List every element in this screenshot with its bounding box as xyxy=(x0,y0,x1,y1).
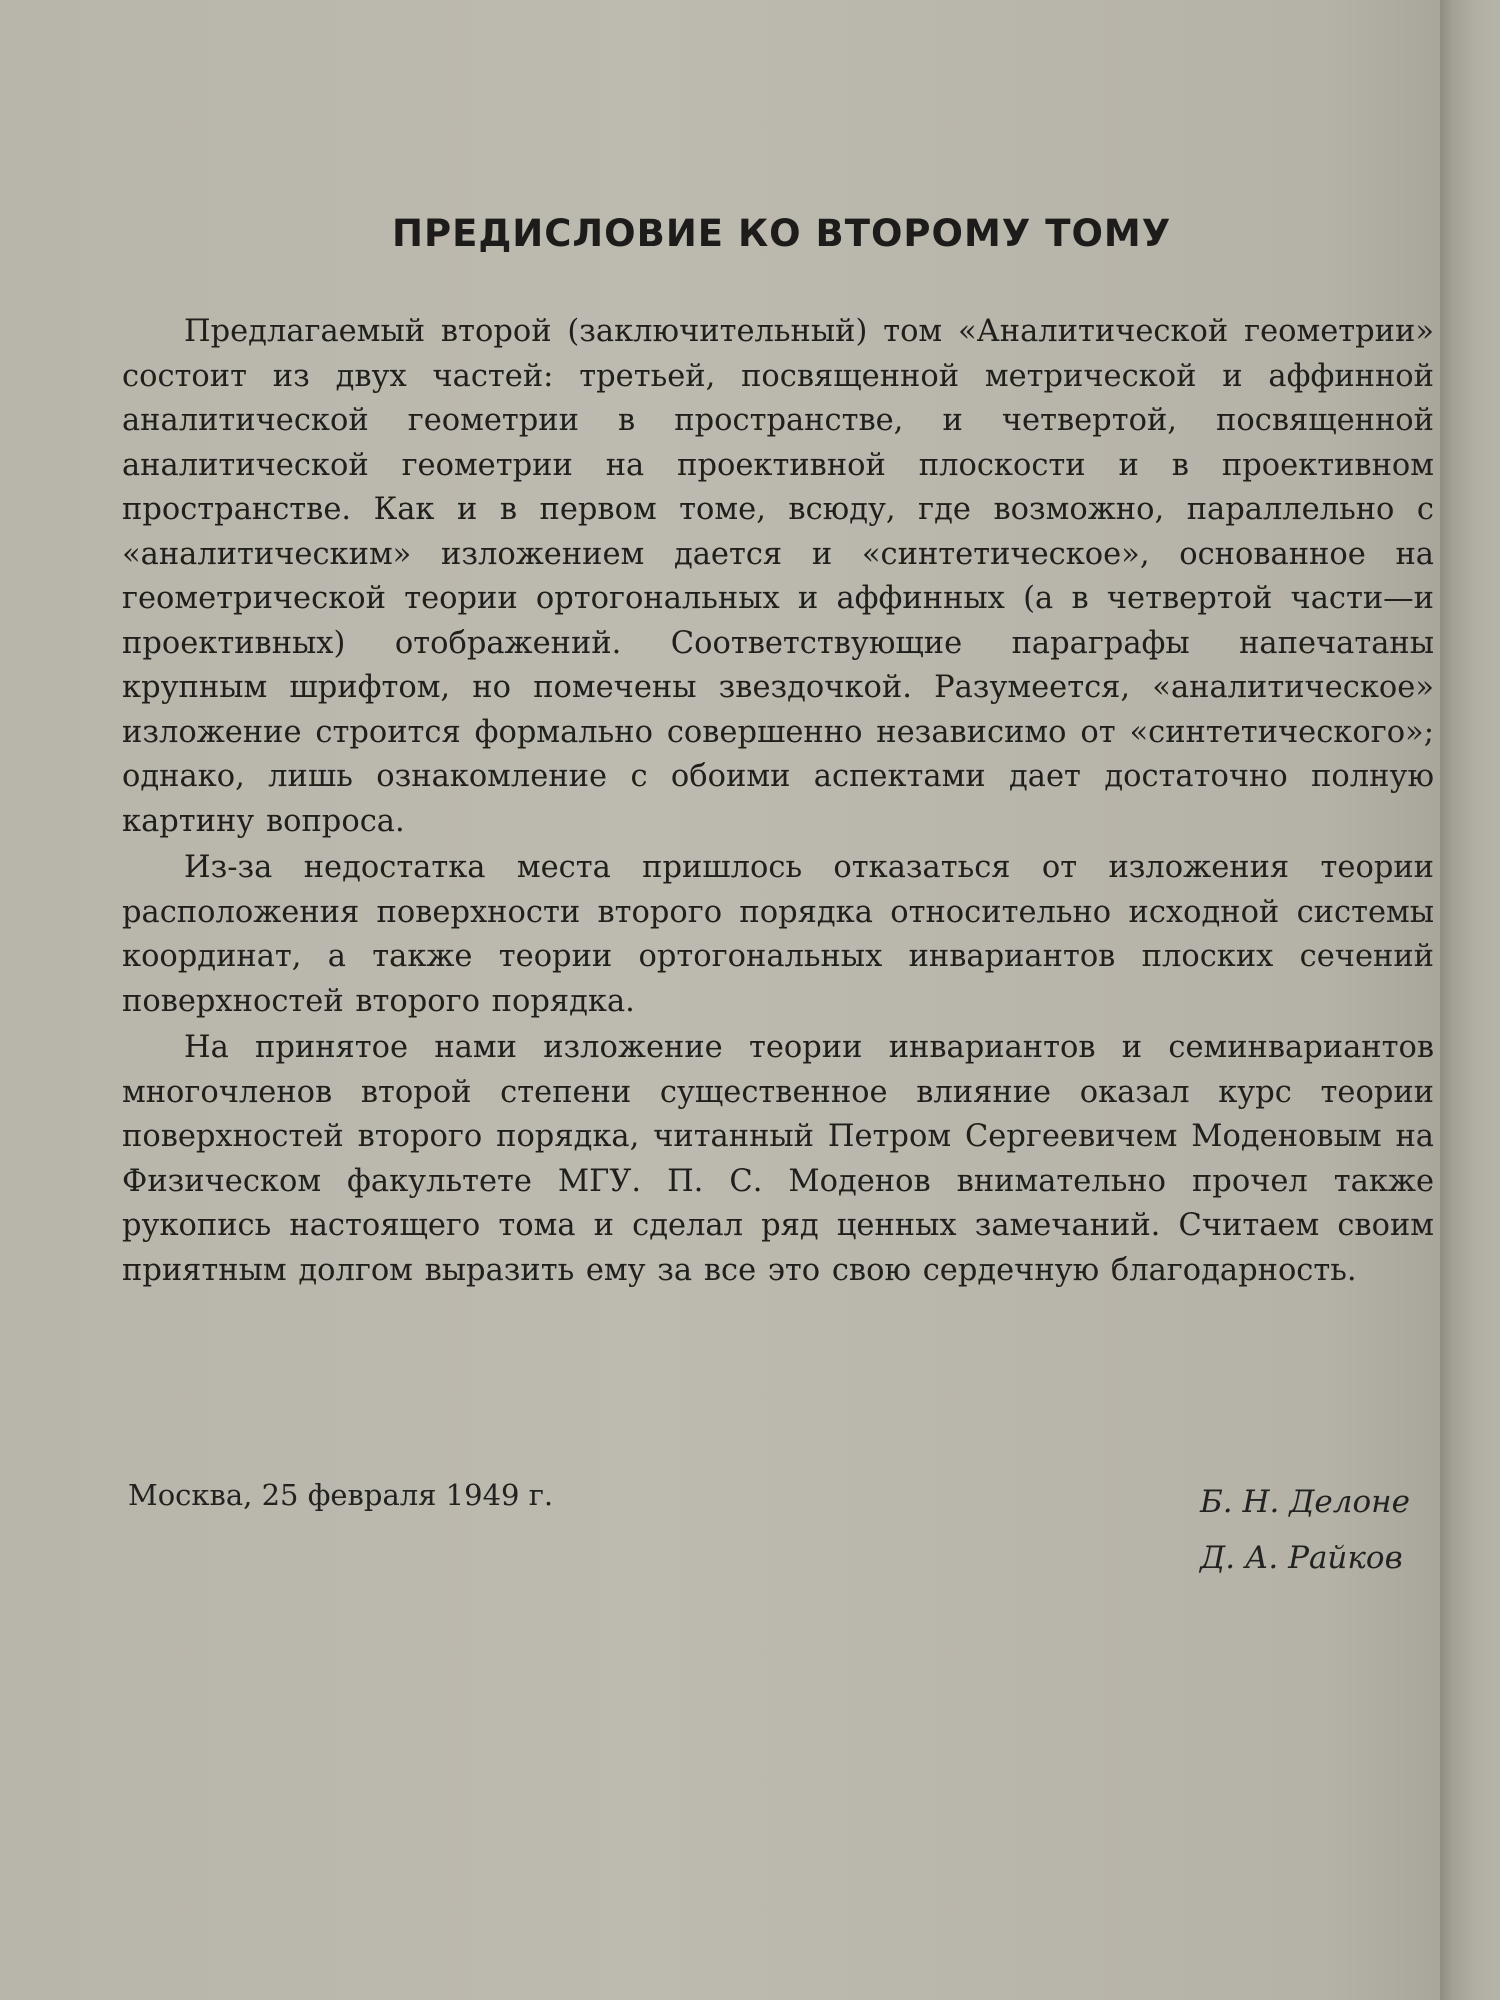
author-raikov: Д. А. Райков xyxy=(1200,1540,1403,1576)
paragraph-2: Из-за недостатка места пришлось отказаться от изложения теории расположения поверхности второго порядка относительно исходной системы координат, а также теории ортогональных инвариантов плоских сечений поверхностей второго порядка. xyxy=(122,850,1434,1019)
author-signatures xyxy=(1200,1474,1410,1586)
page-edge xyxy=(1440,0,1500,2000)
preface-body xyxy=(122,310,1434,1295)
paragraph-3: На принятое нами изложение теории инвариантов и семинвариантов многочленов второй степени существенное влияние оказал курс теории поверхностей второго порядка, читанный Петром Сергеевичем Моденовым на Физическом факультете МГУ. П. С. Моденов внимательно прочел также рукопись настоящего тома и сделал ряд ценных замечаний. Считаем своим приятным долгом выразить ему за все это свою сердечную благодарность. xyxy=(122,1030,1434,1288)
place-date: Москва, 25 февраля 1949 г. xyxy=(128,1478,554,1512)
paragraph-1: Предлагаемый второй (заключительный) том «Аналитической геометрии» состоит из двух частей: третьей, посвященной метрической и аффинной аналитической геометрии в пространстве, и четвертой, посвященной аналитической геометрии на проективной плоскости и в проективном пространстве. Как и в первом томе, всюду, где возможно, параллельно с «аналитическим» изложением дается и «синтетическое», основанное на геометрической теории ортогональных и аффинных (а в четвертой части—и проективных) отображений. Соответствующие параграфы напечатаны крупным шрифтом, но помечены звездочкой. Разумеется, «аналитическое» изложение строится формально совершенно независимо от «синтетического»; однако, лишь ознакомление с обоими аспектами дает достаточно полную картину вопроса. xyxy=(122,314,1434,839)
page-title: ПРЕДИСЛОВИЕ КО ВТОРОМУ ТОМУ xyxy=(392,212,1172,255)
author-delone: Б. Н. Делоне xyxy=(1200,1484,1410,1520)
